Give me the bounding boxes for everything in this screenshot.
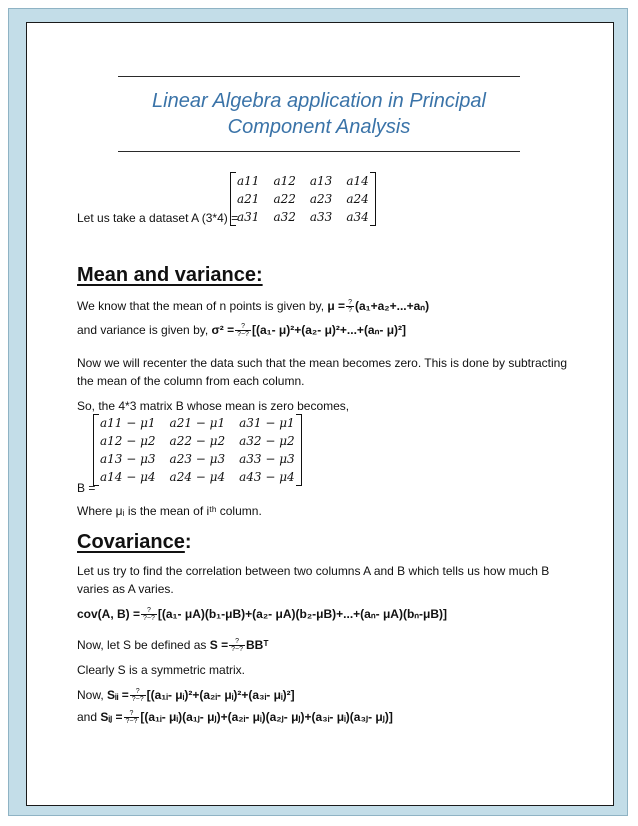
matrix-a-cell: a31 — [237, 210, 260, 224]
matrix-b-row — [93, 468, 302, 486]
mean-rhs: (a₁+a₂+...+aₙ) — [354, 299, 430, 313]
document-title: Linear Algebra application in Principal Component Analysis — [152, 90, 486, 138]
where-line: Where μᵢ is the mean of iᵗʰ column. — [77, 504, 262, 518]
covariance-formula — [77, 607, 447, 622]
matrix-b-cell: a23 − μ3 — [169, 452, 226, 466]
matrix-a-cell: a14 — [346, 174, 369, 188]
matrix-b-row — [93, 450, 302, 468]
sii-rhs: [(a₁ᵢ- μᵢ)²+(a₂ᵢ- μᵢ)²+(a₃ᵢ- μᵢ)²] — [146, 688, 295, 702]
mean-line — [77, 299, 429, 314]
sii-fraction: $\frac{?}{?-?}$ — [131, 688, 144, 704]
sii-text: Now, — [77, 688, 104, 702]
matrix-a-row — [230, 208, 376, 226]
cov-lhs: cov(A, B) = — [77, 607, 141, 621]
s-def-fraction: $\frac{?}{?-?}$ — [231, 638, 243, 654]
recenter-text-1: Now we will recenter the data such that the mean becomes zero. This is done by subtracting — [77, 356, 568, 370]
matrix-a-cell: a33 — [309, 210, 333, 224]
matrix-a-left-bracket — [230, 172, 236, 226]
variance-fraction: $\frac{?}{?-?}$ — [237, 323, 249, 339]
matrix-b-label: B = — [77, 481, 96, 495]
matrix-a-cell: a32 — [273, 210, 296, 224]
variance-line — [77, 323, 406, 338]
sii-lhs: Sᵢᵢ = — [107, 688, 129, 702]
sii-line — [77, 688, 295, 703]
cov-rhs: [(a₁- μA)(b₁-μB)+(a₂- μA)(b₂-μB)+...+(aₙ- μA)(bₙ-μB)] — [157, 607, 448, 621]
matrix-b-cell: a21 − μ1 — [169, 416, 226, 430]
matrix-b-right-bracket — [296, 414, 302, 486]
matrix-b-cell: a31 − μ1 — [239, 416, 295, 430]
matrix-b-cell: a24 − μ4 — [169, 470, 226, 484]
s-definition-line — [77, 638, 269, 653]
matrix-b-cell: a12 − μ2 — [100, 434, 156, 448]
matrix-a-cell: a34 — [346, 210, 369, 224]
mean-lhs: μ = — [327, 299, 346, 313]
matrix-a-cell: a21 — [237, 192, 260, 206]
title-bottom-rule — [118, 151, 520, 152]
matrix-a-row — [230, 190, 376, 208]
matrix-a-cell: a12 — [273, 174, 296, 188]
matrix-b-cell: a32 − μ2 — [239, 434, 295, 448]
matrix-b-row — [93, 432, 302, 450]
sij-lhs: Sᵢⱼ = — [100, 710, 123, 724]
variance-lhs: σ² = — [211, 323, 235, 337]
matrix-a-row — [230, 172, 376, 190]
sij-rhs: [(a₁ᵢ- μᵢ)(a₁ⱼ- μⱼ)+(a₂ᵢ- μᵢ)(a₂ⱼ- μⱼ)+(a₃ᵢ- μᵢ)(a₃ⱼ- μⱼ)] — [140, 710, 393, 724]
matrix-b-cell: a22 − μ2 — [169, 434, 226, 448]
matrix-a — [230, 172, 376, 226]
matrix-b-intro: So, the 4*3 matrix B whose mean is zero becomes, — [77, 399, 350, 413]
matrix-a-cell: a13 — [309, 174, 333, 188]
variance-line-text: and variance is given by, — [77, 323, 209, 337]
matrix-b-cell: a14 − μ4 — [100, 470, 156, 484]
sij-text: and — [77, 710, 98, 724]
heading-covariance: Covariance: — [77, 531, 192, 553]
cov-fraction: $\frac{?}{?-?}$ — [143, 607, 155, 623]
cov-desc-1: Let us try to find the correlation between two columns A and B which tells us how much B — [77, 564, 550, 578]
matrix-a-right-bracket — [370, 172, 376, 226]
sij-line — [77, 710, 393, 725]
s-def-text: Now, let S be defined as — [77, 638, 207, 652]
matrix-b-cell: a11 − μ1 — [100, 416, 156, 430]
mean-line-text: We know that the mean of n points is given by, — [77, 299, 325, 313]
matrix-b-left-bracket — [93, 414, 99, 486]
matrix-b — [93, 414, 302, 486]
s-def-lhs: S = — [209, 638, 229, 652]
sij-fraction: $\frac{?}{?-?}$ — [125, 710, 138, 726]
intro-text: Let us take a dataset A (3*4) = — [77, 211, 239, 225]
matrix-a-cell: a24 — [346, 192, 369, 206]
matrix-b-cell: a33 − μ3 — [239, 452, 295, 466]
matrix-b-row — [93, 414, 302, 432]
recenter-text-2: the mean of the column from each column. — [77, 374, 305, 388]
title-top-rule — [118, 76, 520, 77]
matrix-b-cell: a13 − μ3 — [100, 452, 156, 466]
variance-rhs: [(a₁- μ)²+(a₂- μ)²+...+(aₙ- μ)²] — [251, 323, 407, 337]
matrix-a-cell: a11 — [237, 174, 260, 188]
mean-fraction: $\frac{?}{?}$ — [348, 299, 352, 315]
symmetric-line: Clearly S is a symmetric matrix. — [77, 663, 246, 677]
cov-desc-2: varies as A varies. — [77, 582, 174, 596]
heading-mean-variance: Mean and variance: — [77, 264, 263, 286]
s-def-rhs: BBᵀ — [246, 638, 269, 652]
matrix-a-cell: a22 — [273, 192, 296, 206]
matrix-b-cell: a43 − μ4 — [239, 470, 295, 484]
matrix-a-cell: a23 — [309, 192, 333, 206]
